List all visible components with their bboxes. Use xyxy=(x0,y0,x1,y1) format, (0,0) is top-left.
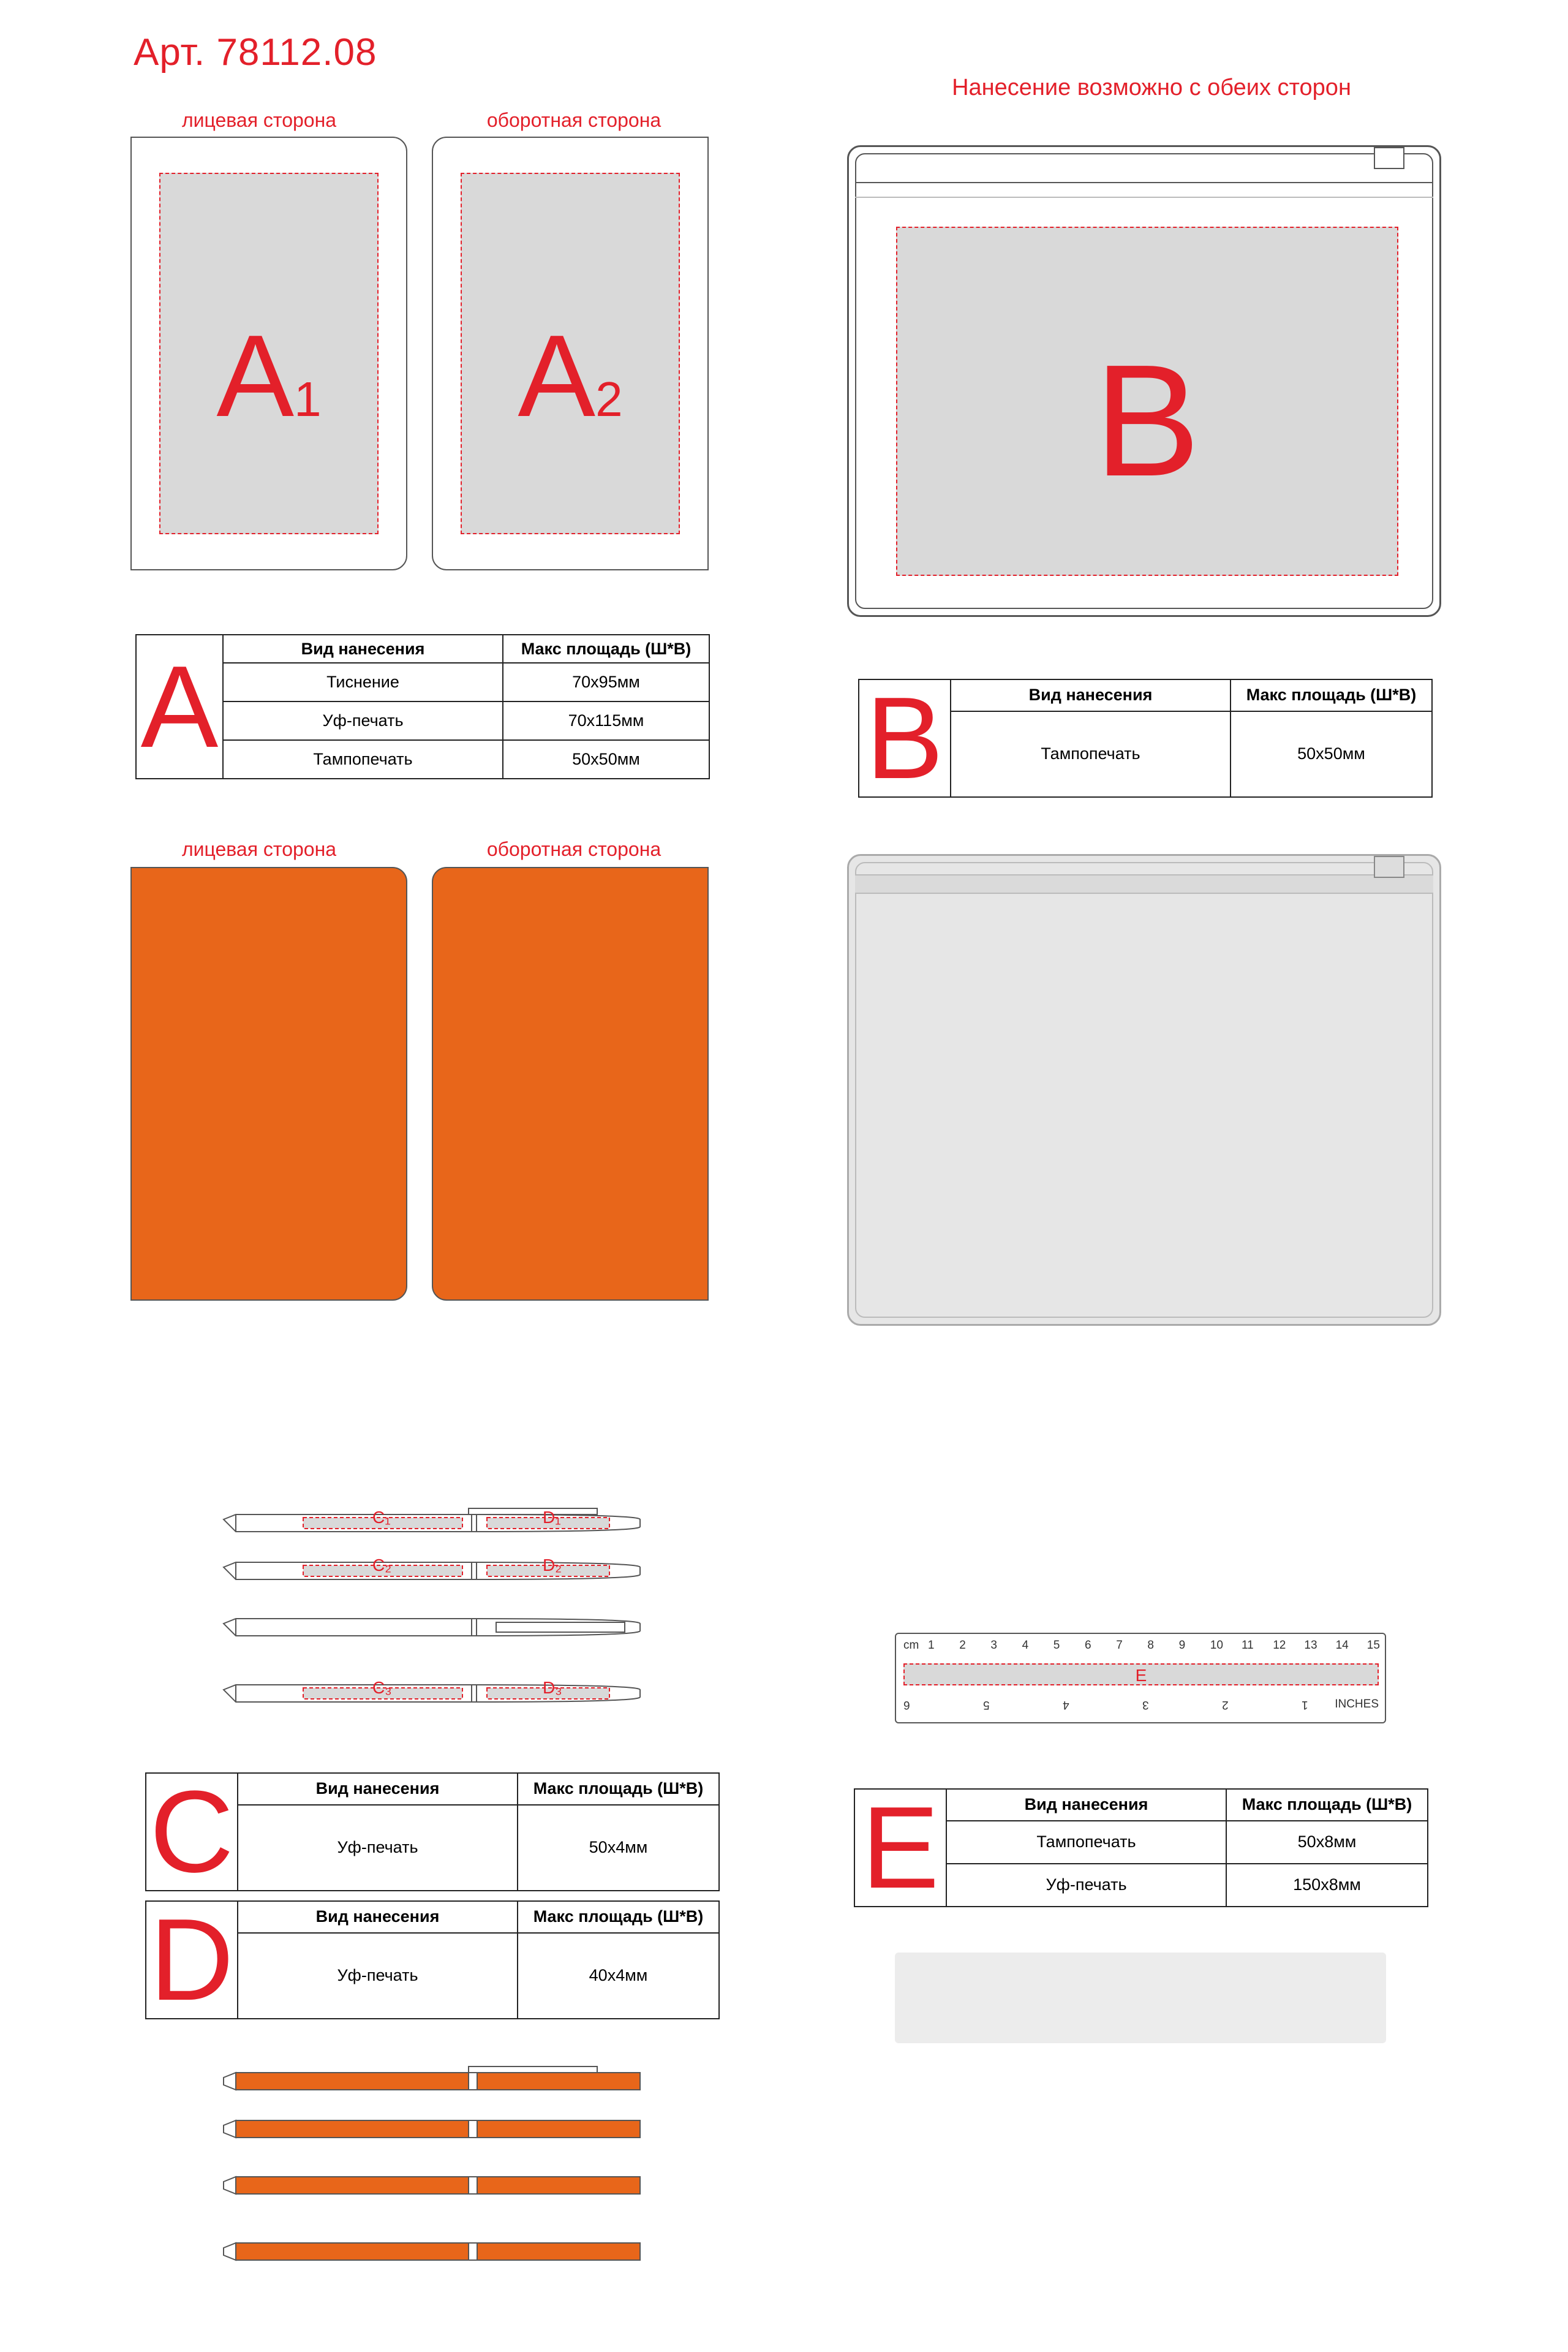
marker-c3: C₃ xyxy=(372,1678,392,1697)
ruler-cm-number: 6 xyxy=(1085,1639,1091,1652)
table-c xyxy=(145,1767,720,1897)
ruler-cm-number: 8 xyxy=(1147,1639,1154,1652)
table-d-area: 40x4мм xyxy=(518,1933,719,2019)
ruler-cm-number: 13 xyxy=(1304,1639,1317,1652)
pouch-product xyxy=(847,854,1441,1326)
table-d-letter: D xyxy=(146,1901,238,2019)
marker-b: B xyxy=(1094,332,1200,510)
zipper-slider xyxy=(1374,147,1404,169)
marker-c1: C₁ xyxy=(372,1508,391,1527)
marker-c2: C₂ xyxy=(372,1556,392,1575)
table-a-header-method: Вид нанесения xyxy=(223,635,503,663)
table-a-method: Тиснение xyxy=(223,663,503,701)
table-c-letter: C xyxy=(146,1773,238,1891)
ruler-inch-number: 1 xyxy=(1302,1698,1308,1711)
ruler-cm-number: 4 xyxy=(1022,1639,1029,1652)
ruler-inch-number: 3 xyxy=(1142,1698,1149,1711)
table-a-area: 70x95мм xyxy=(503,663,709,701)
ruler-cm-number: 11 xyxy=(1242,1639,1254,1652)
table-d-header-method: Вид нанесения xyxy=(238,1901,518,1933)
table-a-area: 50x50мм xyxy=(503,740,709,779)
ruler-outline xyxy=(895,1633,1386,1723)
ruler-cm-number: 12 xyxy=(1273,1639,1286,1652)
ruler-cm-number: 9 xyxy=(1178,1639,1186,1652)
marker-a1: A1 xyxy=(216,311,322,441)
table-b-area: 50x50мм xyxy=(1231,711,1432,797)
print-area-a1 xyxy=(159,173,379,534)
table-b-letter: B xyxy=(859,679,951,797)
ruler-inch-scale xyxy=(903,1698,1369,1712)
table-e-letter: E xyxy=(854,1789,946,1907)
ruler-inch-label: INCHES xyxy=(1335,1698,1379,1711)
back-side-label: оборотная сторона xyxy=(486,109,662,131)
table-a-letter: A xyxy=(136,635,223,779)
table-c-method: Уф-печать xyxy=(238,1805,518,1891)
ruler-cm-scale xyxy=(924,1639,1384,1654)
print-area-e xyxy=(903,1663,1379,1685)
front-side-label: лицевая сторона xyxy=(181,109,337,131)
table-d-method: Уф-печать xyxy=(238,1933,518,2019)
ruler-inch-number: 6 xyxy=(903,1698,910,1711)
marker-a2: A2 xyxy=(518,311,623,441)
table-a-area: 70x115мм xyxy=(503,701,709,740)
table-e-method: Тампопечать xyxy=(946,1821,1226,1864)
ruler-product xyxy=(895,1953,1386,2043)
ruler-cm-label: cm xyxy=(903,1639,919,1652)
notebook-front-orange xyxy=(130,867,407,1301)
print-area-b xyxy=(896,227,1398,576)
table-a-header-area: Макс площадь (Ш*В) xyxy=(503,635,709,663)
table-a-method: Уф-печать xyxy=(223,701,503,740)
marker-d3: D₃ xyxy=(543,1678,562,1697)
ruler-cm-number: 1 xyxy=(928,1639,935,1652)
marker-d2: D₂ xyxy=(543,1556,562,1575)
ruler-inch-number: 2 xyxy=(1222,1698,1229,1711)
notebook-back-orange xyxy=(432,867,709,1301)
table-e-area: 50x8мм xyxy=(1226,1821,1428,1864)
pens-outline xyxy=(217,1495,646,1709)
table-b-header-method: Вид нанесения xyxy=(951,679,1231,711)
back-side-label: оборотная сторона xyxy=(486,838,662,860)
both-sides-note: Нанесение возможно с обеих сторон xyxy=(952,75,1351,100)
table-e-area: 150x8мм xyxy=(1226,1864,1428,1907)
table-d-header-area: Макс площадь (Ш*В) xyxy=(518,1901,719,1933)
table-d xyxy=(145,1895,720,2025)
pouch-outline xyxy=(847,145,1441,617)
table-b xyxy=(858,673,1433,803)
marker-e: E xyxy=(1135,1666,1147,1685)
front-side-label: лицевая сторона xyxy=(181,838,337,860)
ruler-inch-number: 4 xyxy=(1063,1698,1069,1711)
ruler-cm-number: 14 xyxy=(1335,1639,1349,1652)
table-e-header-method: Вид нанесения xyxy=(946,1789,1226,1821)
marker-d1: D₁ xyxy=(543,1508,561,1527)
table-e-header-area: Макс площадь (Ш*В) xyxy=(1226,1789,1428,1821)
table-e xyxy=(854,1783,1428,1913)
table-a xyxy=(135,634,710,779)
table-c-header-area: Макс площадь (Ш*В) xyxy=(518,1773,719,1805)
table-b-method: Тампопечать xyxy=(951,711,1231,797)
table-c-area: 50x4мм xyxy=(518,1805,719,1891)
ruler-cm-number: 5 xyxy=(1053,1639,1060,1652)
table-b-header-area: Макс площадь (Ш*В) xyxy=(1231,679,1432,711)
zipper-slider xyxy=(1374,856,1404,878)
table-a-method: Тампопечать xyxy=(223,740,503,779)
ruler-cm-number: 10 xyxy=(1210,1639,1223,1652)
article-title: Арт. 78112.08 xyxy=(134,31,377,74)
table-c-header-method: Вид нанесения xyxy=(238,1773,518,1805)
ruler-cm-number: 7 xyxy=(1116,1639,1123,1652)
ruler-cm-number: 15 xyxy=(1366,1639,1380,1652)
notebook-back-outline xyxy=(432,137,709,570)
table-e-method: Уф-печать xyxy=(946,1864,1226,1907)
ruler-cm-number: 3 xyxy=(990,1639,997,1652)
pens-orange xyxy=(217,2055,646,2270)
ruler-inch-number: 5 xyxy=(983,1698,990,1711)
ruler-cm-number: 2 xyxy=(959,1639,966,1652)
notebook-front-outline xyxy=(130,137,407,570)
print-area-a2 xyxy=(461,173,680,534)
